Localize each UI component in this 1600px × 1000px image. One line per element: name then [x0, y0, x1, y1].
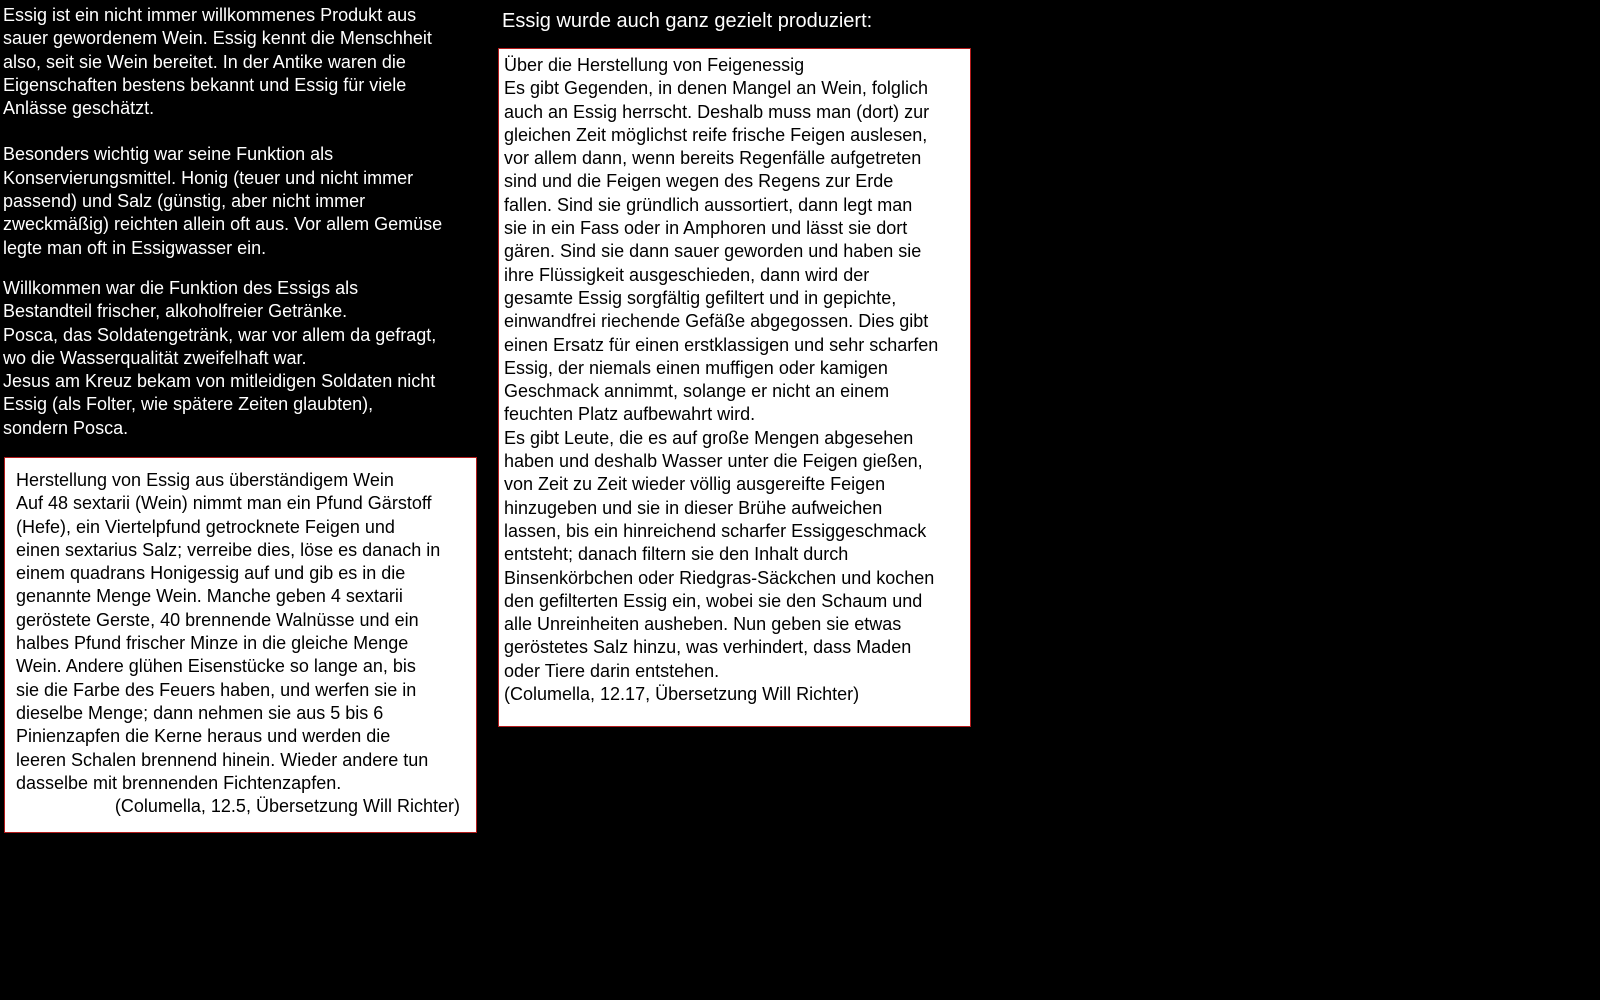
- intro-paragraph-vinegar-origin: Essig ist ein nicht immer willkommenes Produkt aus sauer gewordenem Wein. Essig kennt die Menschheit also, seit sie Wein bereitet. In der Antike waren die Eigenschaften bestens bekannt und Essig für viele Anlässe geschätzt.: [3, 5, 432, 119]
- section-heading: Essig wurde auch ganz gezielt produziert:: [502, 10, 873, 32]
- quote-box-body: Auf 48 sextarii (Wein) nimmt man ein Pfund Gärstoff (Hefe), ein Viertelpfund getrocknete Feigen und einen sextarius Salz; verreibe dies, löse es danach in einem quadrans Honigessig auf und gib es in die genannte Menge Wein. Manche geben 4 sextarii geröstete Gerste, 40 brennende Walnüsse und ein halbes Pfund frischer Minze in die gleiche Menge Wein. Andere glühen Eisenstücke so lange an, bis sie die Farbe des Feuers haben, und werfen sie in dieselbe Menge; dann nehmen sie aus 5 bis 6 Pinienzapfen die Kerne heraus und werden die leeren Schalen brennend hinein. Wieder andere tun dasselbe mit brennenden Fichtenzapfen.: [16, 493, 441, 793]
- intro-paragraph-preservation: Besonders wichtig war seine Funktion als Konservierungsmittel. Honig (teuer und nicht immer passend) und Salz (günstig, aber nicht immer zweckmäßig) reichten allein oft aus. Vor allem Gemüse legte man oft in Essigwasser ein.: [3, 144, 443, 258]
- quote-box-fig-vinegar: [498, 48, 971, 727]
- quote-box-paragraph-2: Es gibt Leute, die es auf große Mengen abgesehen haben und deshalb Wasser unter die Feigen gießen, von Zeit zu Zeit wieder völlig ausgereifte Feigen hinzugeben und sie in dieser Brühe aufweichen lassen, bis ein hinreichend scharfer Essiggeschmack entsteht; danach filtern sie den Inhalt durch Binsenkörbchen oder Riedgras-Säckchen und kochen den gefilterten Essig ein, wobei sie den Schaum und alle Unreinheiten ausheben. Nun geben sie etwas geröstetes Salz hinzu, was verhindert, dass Maden oder Tiere darin entstehen.: [504, 427, 935, 681]
- intro-paragraph-posca: Willkommen war die Funktion des Essigs als Bestandteil frischer, alkoholfreier Getränke. Posca, das Soldatengetränk, war vor allem da gefragt, wo die Wasserqualität zweifelhaft war. Jesus am Kreuz bekam von mitleidigen Soldaten nicht Essig (als Folter, wie spätere Zeiten glaubten), sondern Posca.: [3, 277, 437, 438]
- quote-box-title: Über die Herstellung von Feigenessig: [504, 55, 805, 75]
- quote-box-citation: (Columella, 12.17, Übersetzung Will Richter): [504, 684, 860, 705]
- intro-text-column: [3, 4, 473, 440]
- quote-box-paragraph-1: Es gibt Gegenden, in denen Mangel an Wein, folglich auch an Essig herrscht. Deshalb muss man (dort) zur gleichen Zeit möglichst reife frische Feigen auslesen, vor allem dann, wenn bereits Regenfälle aufgetreten sind und die Feigen wegen des Regens zur Erde fallen. Sind sie gründlich aussortiert, dann legt man sie in ein Fass oder in Amphoren und lässt sie dort gären. Sind sie dann sauer geworden und haben sie ihre Flüssigkeit ausgeschieden, dann wird der gesamte Essig sorgfältig gefiltert und in gepichte, einwandfrei riechende Gefäße abgegossen. Dies gibt einen Ersatz für einen erstklassigen und sehr scharfen Essig, der niemals einen muffigen oder kamigen Geschmack annimmt, solange er nicht an einem feuchten Platz aufbewahrt wird.: [504, 78, 939, 425]
- quote-box-wine-vinegar: [4, 457, 477, 833]
- quote-box-citation: (Columella, 12.5, Übersetzung Will Richter): [114, 796, 460, 817]
- quote-box-title: Herstellung von Essig aus überständigem Wein: [16, 470, 394, 490]
